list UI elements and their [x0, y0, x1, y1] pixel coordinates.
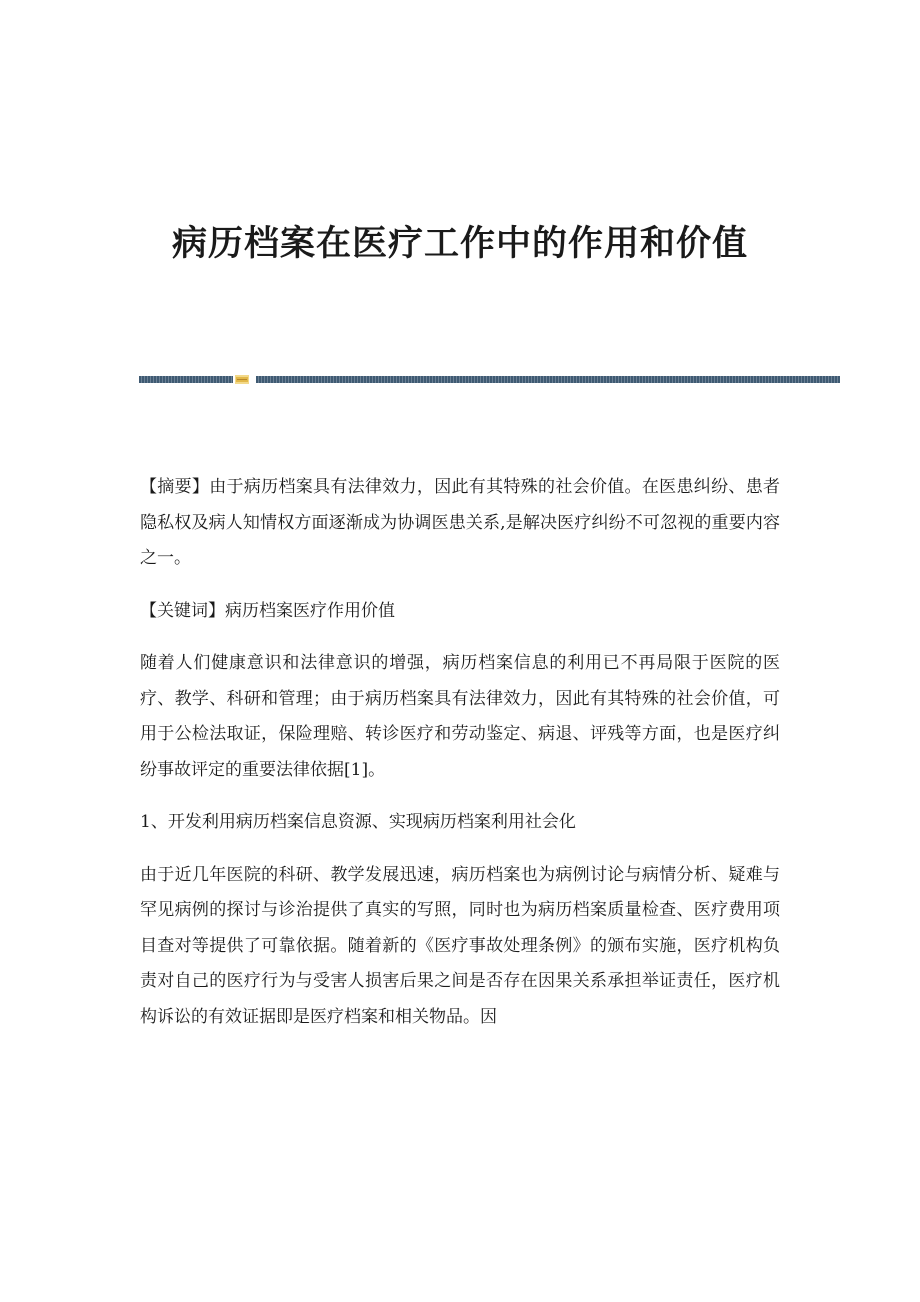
document-body: [140, 470, 780, 1052]
title-divider: [139, 375, 840, 384]
divider-ornament-icon: [235, 375, 249, 384]
abstract-paragraph: 【摘要】由于病历档案具有法律效力，因此有其特殊的社会价值。在医患纠纷、患者隐私权及病人知情权方面逐渐成为协调医患关系,是解决医疗纠纷不可忽视的重要内容之一。: [140, 477, 780, 568]
divider-bar-right: [256, 376, 840, 383]
document-title: 病历档案在医疗工作中的作用和价值: [171, 223, 748, 264]
body-paragraph: 由于近几年医院的科研、教学发展迅速，病历档案也为病例讨论与病情分析、疑难与罕见病例的探讨与诊治提供了真实的写照，同时也为病历档案质量检查、医疗费用项目查对等提供了可靠依据。随着新的《医疗事故处理条例》的颁布实施，医疗机构负责对自己的医疗行为与受害人损害后果之间是否存在因果关系承担举证责任，医疗机构诉讼的有效证据即是医疗档案和相关物品。因: [140, 864, 780, 1027]
body-paragraph: 随着人们健康意识和法律意识的增强，病历档案信息的利用已不再局限于医院的医疗、教学、科研和管理；由于病历档案具有法律效力，因此有其特殊的社会价值，可用于公检法取证，保险理赔、转诊医疗和劳动鉴定、病退、评残等方面，也是医疗纠纷事故评定的重要法律依据[1]。: [140, 653, 780, 780]
section-heading: 1、开发利用病历档案信息资源、实现病历档案利用社会化: [140, 812, 576, 832]
keywords-paragraph: 【关键词】病历档案医疗作用价值: [140, 600, 395, 621]
divider-bar-left: [139, 376, 233, 383]
